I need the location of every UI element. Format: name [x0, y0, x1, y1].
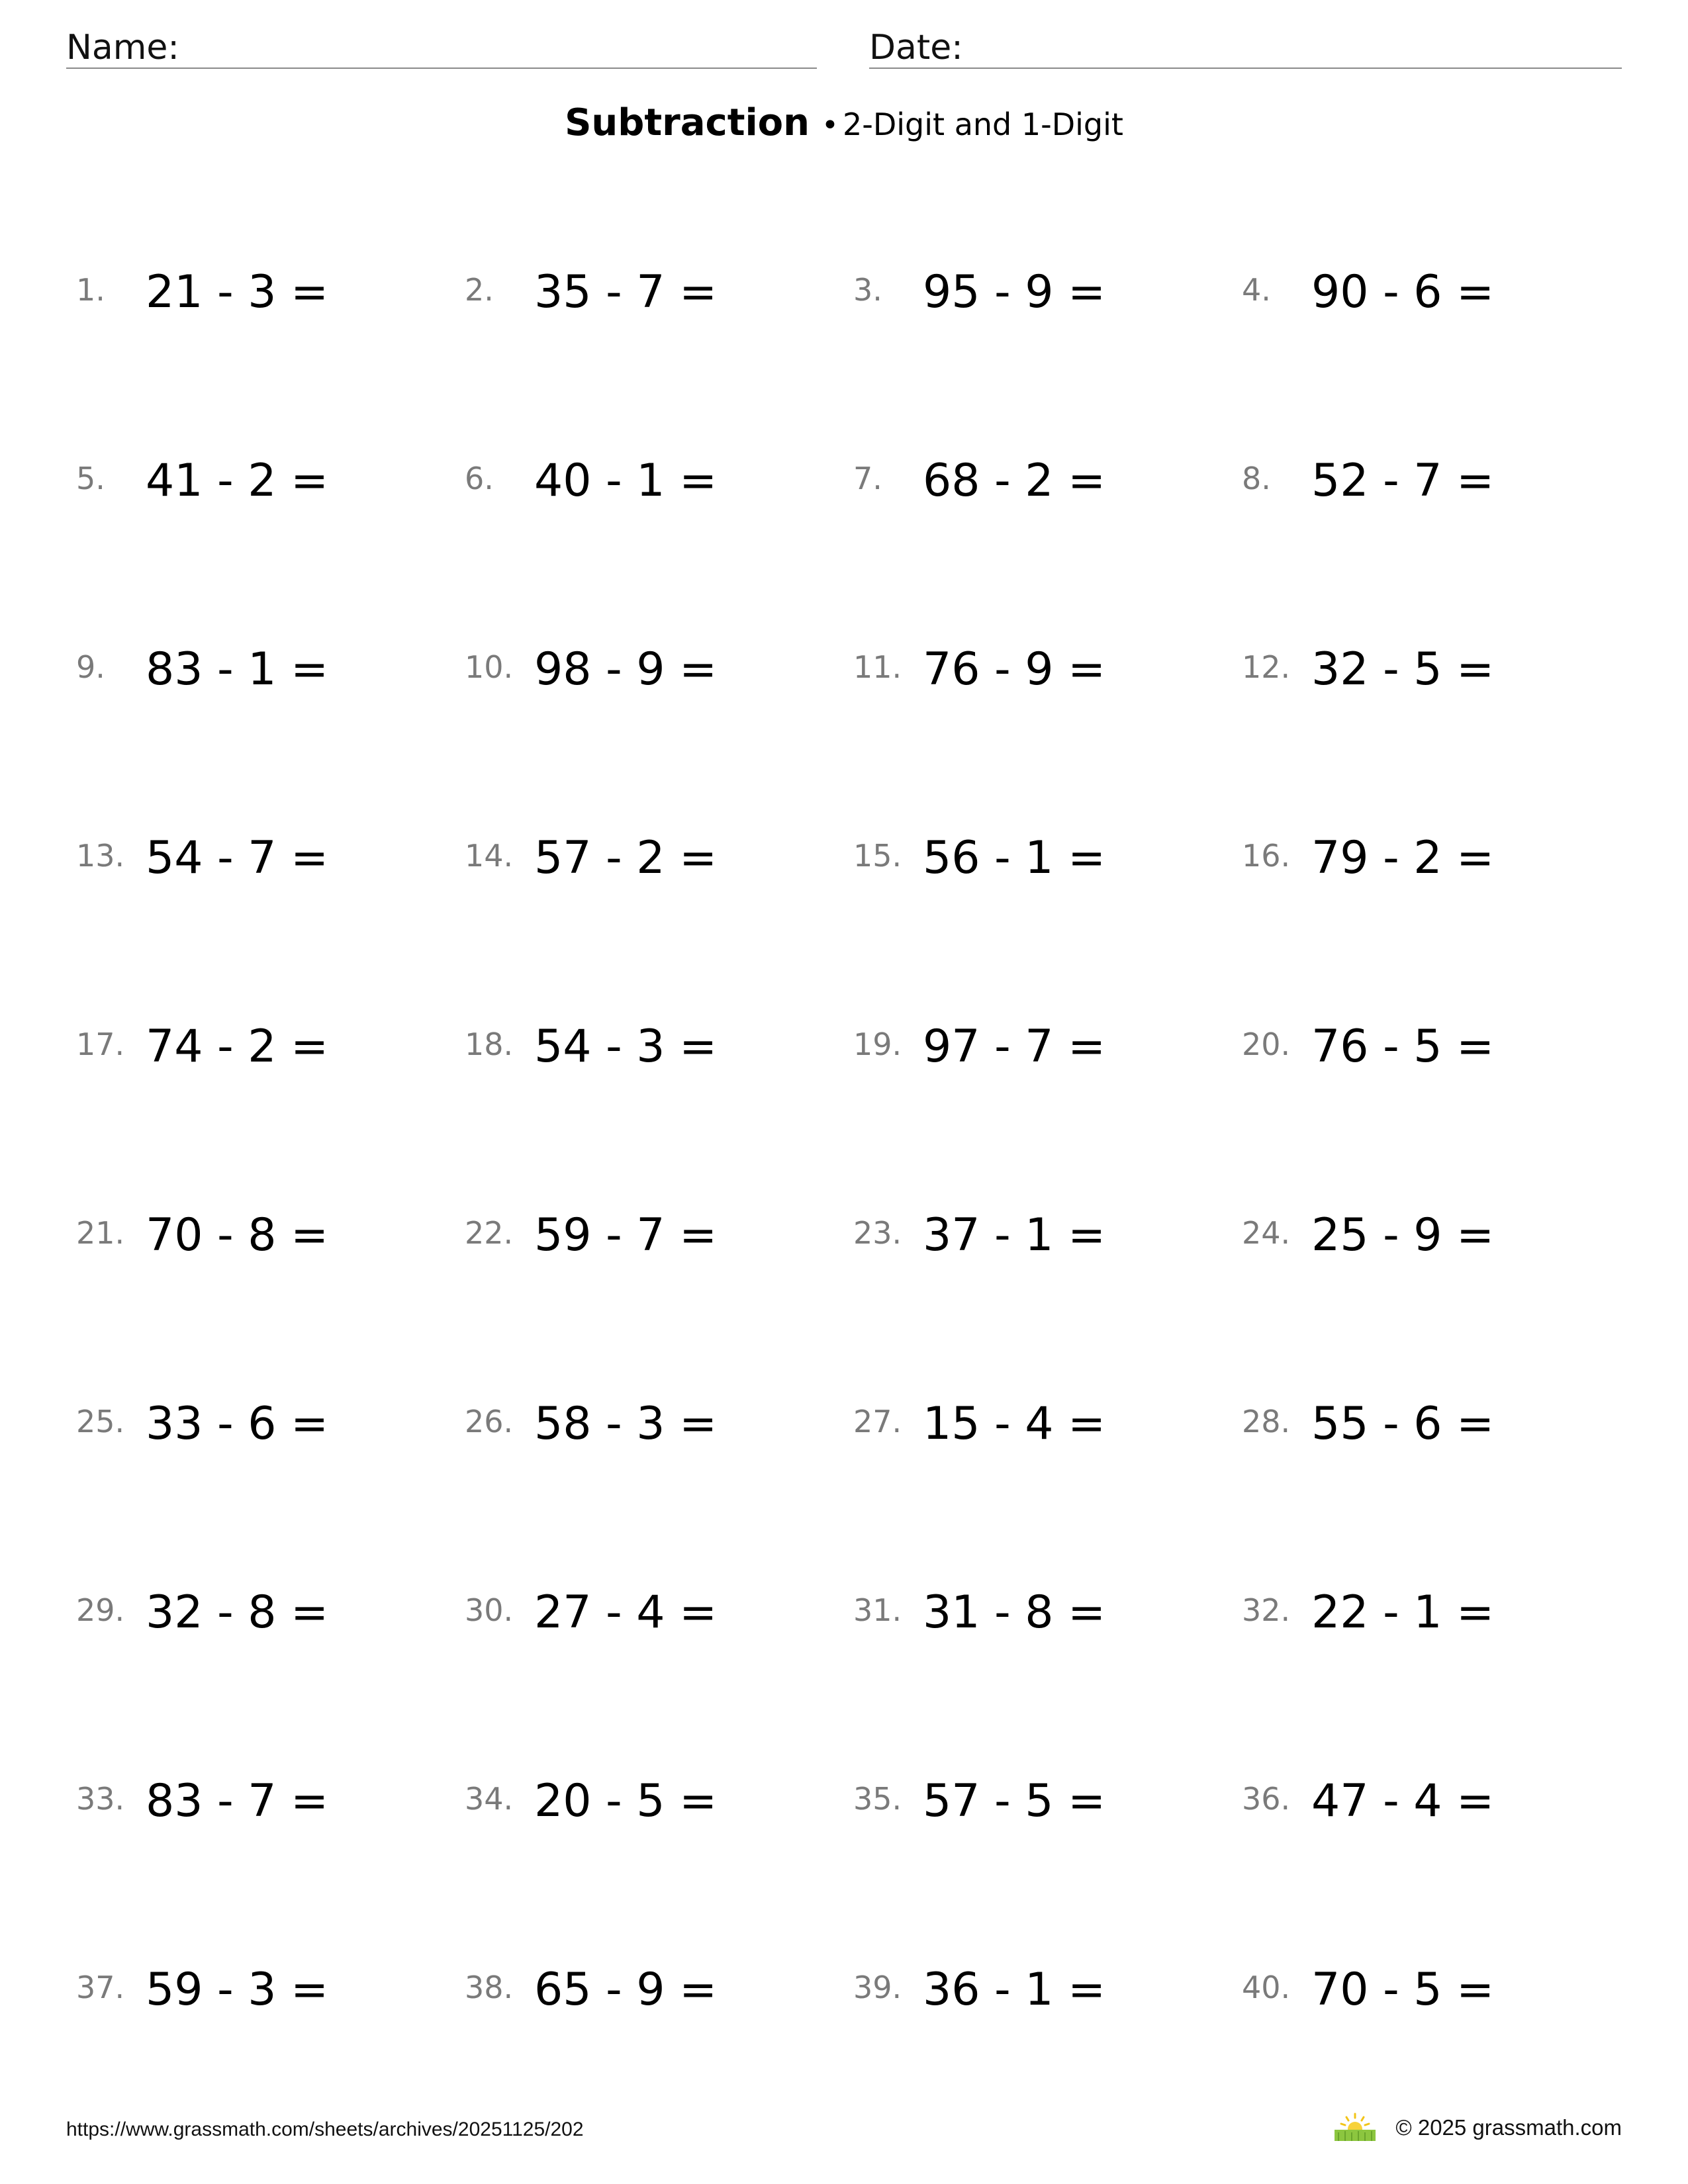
problem-number: 17. [76, 1026, 125, 1062]
problem-item [850, 1949, 1239, 2138]
problem-expression: 52 - 7 = [1311, 455, 1495, 507]
problem-number: 20. [1242, 1026, 1291, 1062]
problem-expression: 68 - 2 = [923, 455, 1106, 507]
problem-expression: 65 - 9 = [534, 1964, 718, 2016]
problem-item [73, 251, 461, 440]
title-separator: • [821, 109, 839, 142]
problem-expression: 54 - 7 = [146, 832, 329, 884]
problem-item [1239, 1949, 1627, 2138]
problem-expression: 31 - 8 = [923, 1586, 1106, 1639]
problem-item [73, 440, 461, 629]
problem-number: 7. [853, 461, 882, 496]
problem-item [1239, 1572, 1627, 1760]
problem-number: 5. [76, 461, 105, 496]
problem-item [850, 1383, 1239, 1572]
problem-number: 14. [465, 838, 514, 874]
problem-number: 10. [465, 649, 514, 685]
problem-number: 31. [853, 1592, 902, 1628]
problem-expression: 95 - 9 = [923, 266, 1106, 318]
problem-item [850, 1572, 1239, 1760]
problem-number: 30. [465, 1592, 514, 1628]
problem-number: 23. [853, 1215, 902, 1251]
problem-number: 9. [76, 649, 105, 685]
problem-expression: 25 - 9 = [1311, 1209, 1495, 1261]
problem-item [461, 1006, 850, 1195]
problem-number: 39. [853, 1970, 902, 2005]
problem-expression: 59 - 7 = [534, 1209, 718, 1261]
problem-number: 28. [1242, 1404, 1291, 1439]
problem-number: 15. [853, 838, 902, 874]
problem-number: 24. [1242, 1215, 1291, 1251]
problem-item [73, 817, 461, 1006]
problem-expression: 41 - 2 = [146, 455, 329, 507]
problem-expression: 33 - 6 = [146, 1398, 329, 1450]
problem-item [461, 1949, 850, 2138]
problem-expression: 37 - 1 = [923, 1209, 1106, 1261]
problem-number: 3. [853, 272, 882, 308]
problem-expression: 40 - 1 = [534, 455, 718, 507]
problem-number: 16. [1242, 838, 1291, 874]
problem-number: 4. [1242, 272, 1271, 308]
problem-number: 32. [1242, 1592, 1291, 1628]
problem-number: 19. [853, 1026, 902, 1062]
problem-expression: 21 - 3 = [146, 266, 329, 318]
problem-item [73, 629, 461, 817]
name-field[interactable] [66, 25, 817, 69]
problem-number: 13. [76, 838, 125, 874]
problem-expression: 97 - 7 = [923, 1021, 1106, 1073]
problem-number: 25. [76, 1404, 125, 1439]
problem-expression: 54 - 3 = [534, 1021, 718, 1073]
date-label: Date: [869, 28, 963, 68]
problem-expression: 76 - 5 = [1311, 1021, 1495, 1073]
problem-expression: 70 - 5 = [1311, 1964, 1495, 2016]
problem-item [1239, 1760, 1627, 1949]
problem-item [850, 440, 1239, 629]
date-field[interactable] [869, 25, 1622, 69]
problem-expression: 32 - 5 = [1311, 643, 1495, 696]
problem-expression: 35 - 7 = [534, 266, 718, 318]
problem-item [850, 817, 1239, 1006]
problem-expression: 58 - 3 = [534, 1398, 718, 1450]
problem-number: 37. [76, 1970, 125, 2005]
problem-expression: 57 - 5 = [923, 1775, 1106, 1827]
problem-expression: 76 - 9 = [923, 643, 1106, 696]
problem-expression: 83 - 7 = [146, 1775, 329, 1827]
problem-item [850, 1760, 1239, 1949]
problem-expression: 83 - 1 = [146, 643, 329, 696]
name-label: Name: [66, 28, 179, 68]
problem-expression: 59 - 3 = [146, 1964, 329, 2016]
problem-number: 11. [853, 649, 902, 685]
title-main: Subtraction [565, 101, 810, 144]
problem-expression: 57 - 2 = [534, 832, 718, 884]
problem-number: 21. [76, 1215, 125, 1251]
problem-expression: 22 - 1 = [1311, 1586, 1495, 1639]
problem-number: 34. [465, 1781, 514, 1817]
problem-item [850, 251, 1239, 440]
problem-number: 27. [853, 1404, 902, 1439]
problem-item [73, 1195, 461, 1383]
problem-grid [73, 251, 1622, 2144]
grassmath-logo-icon [1333, 2113, 1377, 2142]
problem-expression: 47 - 4 = [1311, 1775, 1495, 1827]
problem-number: 29. [76, 1592, 125, 1628]
problem-expression: 79 - 2 = [1311, 832, 1495, 884]
worksheet-title [0, 101, 1688, 144]
footer-branding [1333, 2113, 1622, 2142]
problem-item [461, 1195, 850, 1383]
problem-number: 22. [465, 1215, 514, 1251]
problem-item [850, 1006, 1239, 1195]
problem-item [1239, 817, 1627, 1006]
problem-expression: 15 - 4 = [923, 1398, 1106, 1450]
problem-item [461, 440, 850, 629]
problem-number: 8. [1242, 461, 1271, 496]
problem-expression: 32 - 8 = [146, 1586, 329, 1639]
problem-number: 33. [76, 1781, 125, 1817]
problem-expression: 55 - 6 = [1311, 1398, 1495, 1450]
problem-item [73, 1760, 461, 1949]
problem-number: 2. [465, 272, 494, 308]
problem-item [73, 1572, 461, 1760]
problem-item [850, 1195, 1239, 1383]
problem-expression: 70 - 8 = [146, 1209, 329, 1261]
problem-number: 35. [853, 1781, 902, 1817]
problem-item [461, 1572, 850, 1760]
problem-item [73, 1383, 461, 1572]
problem-expression: 98 - 9 = [534, 643, 718, 696]
problem-expression: 90 - 6 = [1311, 266, 1495, 318]
problem-number: 36. [1242, 1781, 1291, 1817]
problem-expression: 74 - 2 = [146, 1021, 329, 1073]
problem-item [461, 251, 850, 440]
problem-item [461, 1760, 850, 1949]
problem-item [1239, 440, 1627, 629]
problem-number: 18. [465, 1026, 514, 1062]
problem-expression: 36 - 1 = [923, 1964, 1106, 2016]
problem-expression: 20 - 5 = [534, 1775, 718, 1827]
problem-item [1239, 1006, 1627, 1195]
problem-number: 12. [1242, 649, 1291, 685]
problem-expression: 27 - 4 = [534, 1586, 718, 1639]
problem-item [850, 629, 1239, 817]
problem-number: 38. [465, 1970, 514, 2005]
problem-item [1239, 1195, 1627, 1383]
problem-number: 40. [1242, 1970, 1291, 2005]
problem-item [73, 1949, 461, 2138]
problem-expression: 56 - 1 = [923, 832, 1106, 884]
problem-item [73, 1006, 461, 1195]
problem-number: 1. [76, 272, 105, 308]
problem-item [1239, 1383, 1627, 1572]
problem-item [461, 1383, 850, 1572]
problem-number: 26. [465, 1404, 514, 1439]
footer-copyright: © 2025 grassmath.com [1395, 2115, 1622, 2140]
problem-item [1239, 251, 1627, 440]
title-subtitle: 2-Digit and 1-Digit [842, 107, 1123, 142]
problem-item [461, 629, 850, 817]
problem-item [1239, 629, 1627, 817]
problem-item [461, 817, 850, 1006]
problem-number: 6. [465, 461, 494, 496]
footer-url: https://www.grassmath.com/sheets/archives/20251125/202 [66, 2118, 584, 2140]
